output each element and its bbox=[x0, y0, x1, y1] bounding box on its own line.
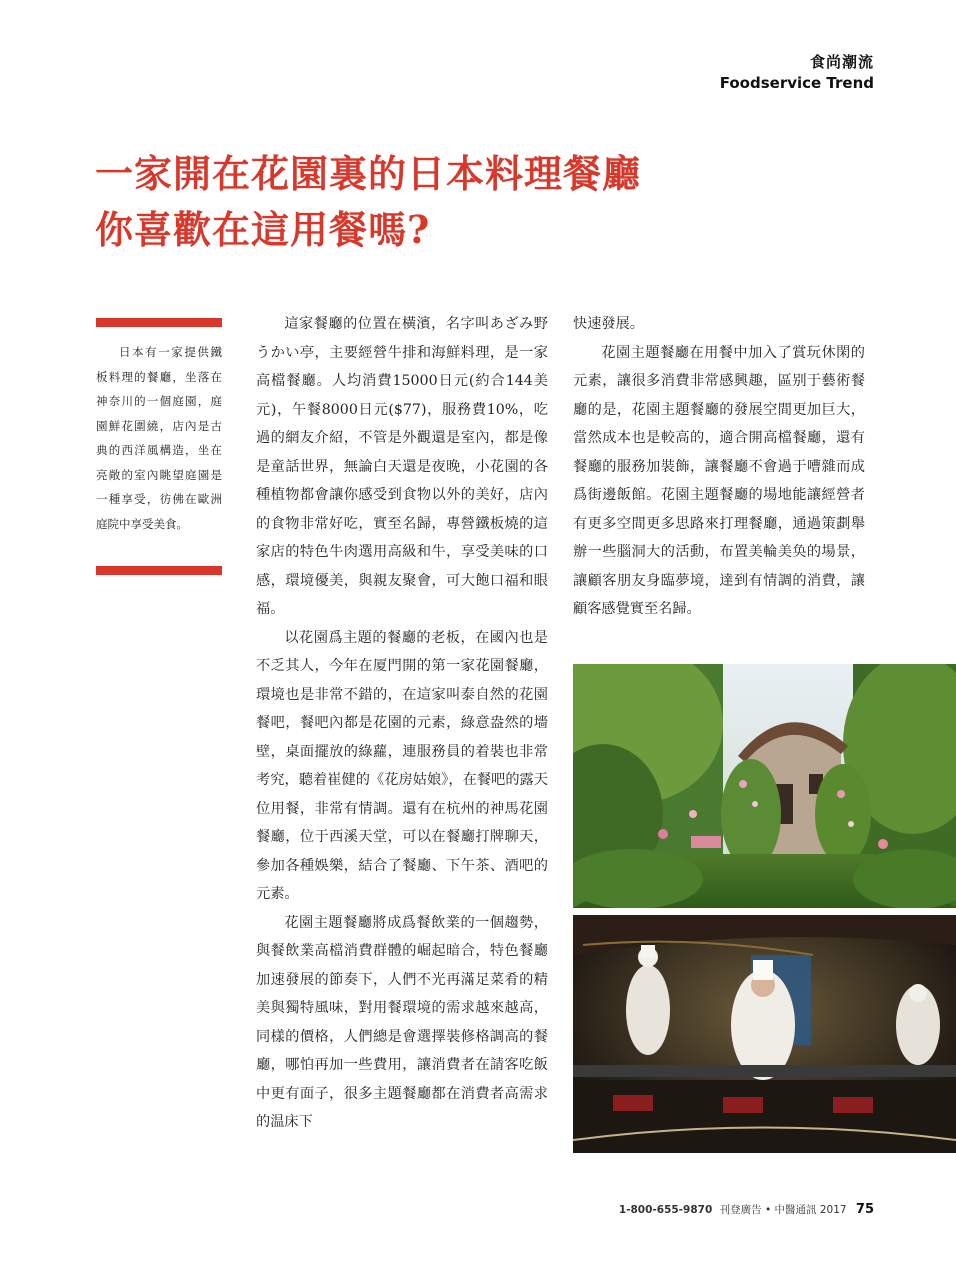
sidebar-top-rule bbox=[96, 318, 222, 327]
body-paragraph-4: 花園主題餐廳在用餐中加入了賞玩休閑的元素，讓很多消費非常感興趣，區别于藝術餐廳的是，花園主題餐廳的發展空間更加巨大，當然成本也是較高的，適合開高檔餐廳，還有餐廳的服務加裝飾，讓餐廳不會過于嘈雜而成爲街邊飯館。花園主題餐廳的場地能讓經營者有更多空間更多思路來打理餐廳，通過策劃舉辦一些腦洞大的活動，布置美輪美奂的場景，讓顧客朋友身臨夢境，達到有情調的消費，讓顧客感覺實至名歸。 bbox=[573, 344, 865, 617]
garden-restaurant-photo bbox=[573, 664, 956, 908]
body-column-2 bbox=[573, 310, 865, 624]
body-paragraph-3: 花園主題餐廳將成爲餐飲業的一個趨勢，與餐飲業高檔消費群體的崛起暗合，特色餐廳加速發展的節奏下，人們不光再滿足菜肴的精美與獨特風味，對用餐環境的需求越來越高，同樣的價格，人們總是會選擇裝修格調高的餐廳，哪怕再加一些費用，讓消費者在請客吃飯中更有面子，很多主題餐廳都在消費者高需求的温床下 bbox=[256, 914, 548, 1130]
body-paragraph-1: 這家餐廳的位置在橫濱，名字叫あざみ野うかい亭，主要經營牛排和海鮮料理，是一家高檔餐廳。人均消費15000日元(約合144美元)，午餐8000日元($77)，服務費10%，吃過的網友介紹，不管是外觀還是室內，都是像是童話世界，無論白天還是夜晚，小花園的各種植物都會讓你感受到食物以外的美好，店內的食物非常好吃，實至名歸，專營鐵板燒的這家店的特色牛肉選用高級和牛，享受美味的口感，環境優美，與親友聚會，可大飽口福和眼福。 bbox=[256, 316, 548, 617]
sidebar-text: 日本有一家提供鐵板料理的餐廳，坐落在神奈川的一個庭園，庭園鮮花圍繞，店內是古典的西洋風構造，坐在亮敞的室內眺望庭園是一種享受，彷佛在歐洲庭院中享受美食。 bbox=[96, 345, 222, 531]
page-footer bbox=[619, 1202, 874, 1217]
sidebar-summary bbox=[96, 340, 222, 536]
footer-phone: 1-800-655-9870 bbox=[618, 1204, 713, 1216]
headline-line-2: 你喜歡在這用餐嗎? bbox=[95, 207, 431, 252]
body-column-1 bbox=[256, 310, 548, 1137]
body-paragraph-2: 以花園爲主題的餐廳的老板，在國內也是不乏其人，今年在厦門開的第一家花園餐廳，環境也是非常不錯的，在這家叫泰自然的花園餐吧，餐吧內都是花園的元素，綠意盎然的墻壁，桌面擺放的綠蘿，連服務員的着裝也非常考究，聽着崔健的《花房姑娘》，在餐吧的露天位用餐，非常有情調。還有在杭州的神馬花園餐廳，位于西溪天堂，可以在餐廳打牌聊天，參加各種娛樂，結合了餐廳、下午茶、酒吧的元素。 bbox=[256, 629, 548, 902]
sidebar-bottom-rule bbox=[96, 566, 222, 575]
headline-line-1: 一家開在花園裏的日本料理餐廳 bbox=[95, 151, 642, 196]
page-number: 75 bbox=[855, 1202, 874, 1217]
section-title-en: Foodservice Trend bbox=[719, 74, 874, 92]
article-headline bbox=[95, 146, 641, 258]
section-title-zh: 食尚潮流 bbox=[809, 53, 874, 71]
footer-text: 刊登廣告 • 中醫通訊 2017 bbox=[719, 1204, 847, 1216]
body-paragraph-3-continued: 快速發展。 bbox=[573, 316, 644, 332]
teppanyaki-chefs-photo bbox=[573, 915, 956, 1153]
section-header bbox=[720, 52, 874, 94]
